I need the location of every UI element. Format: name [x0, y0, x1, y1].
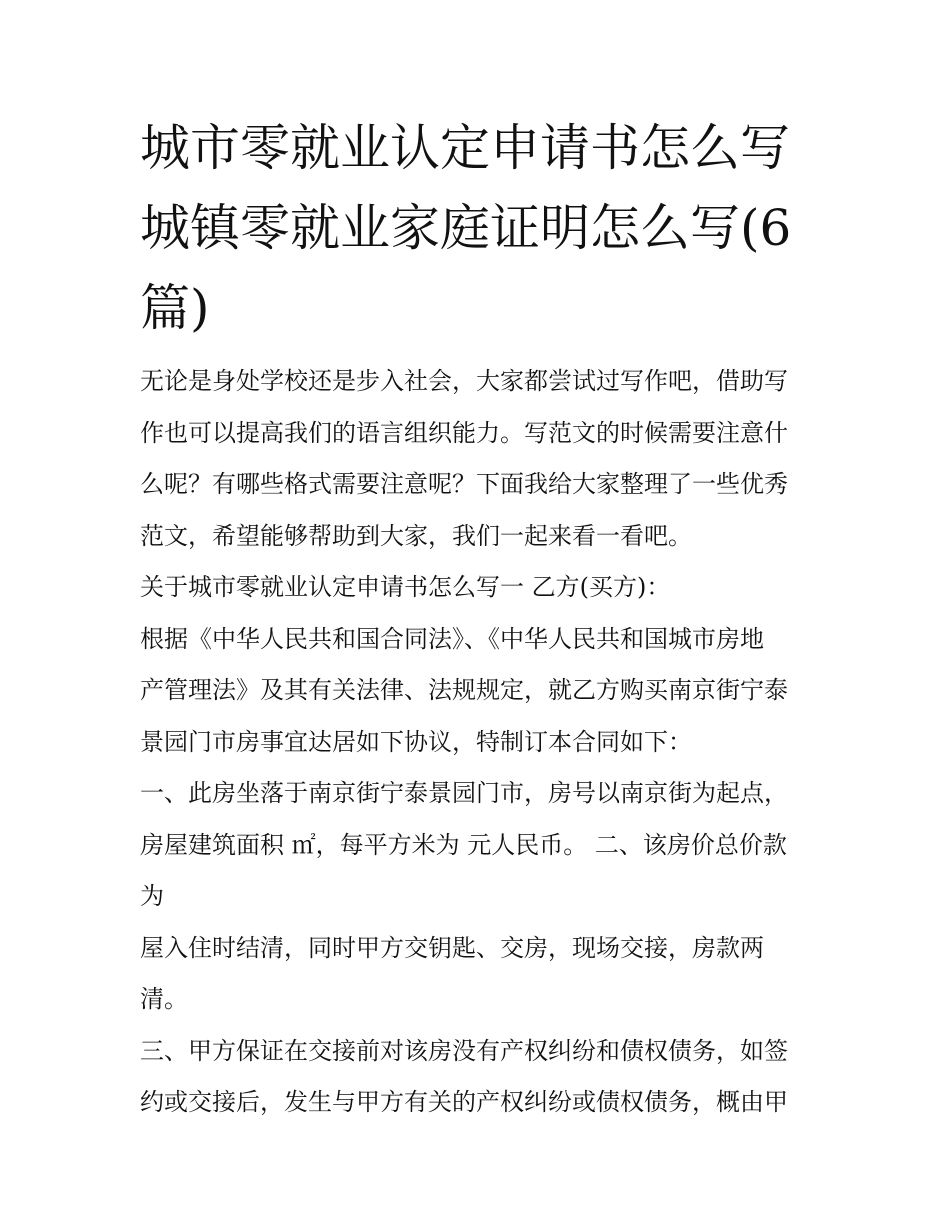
- body-line-3: 么呢？有哪些格式需要注意呢？下面我给大家整理了一些优秀: [140, 470, 788, 498]
- title-line-1: 城市零就业认定申请书怎么写: [140, 119, 790, 177]
- body-line-15: 约或交接后，发生与甲方有关的产权纠纷或债权债务，概由甲: [140, 1088, 788, 1116]
- body-line-2: 作也可以提高我们的语言组织能力。写范文的时候需要注意什: [140, 418, 788, 447]
- body-line-7: 产管理法》及其有关法律、法规规定，就乙方购买南京街宁泰: [140, 676, 788, 704]
- body-line-13: 清。: [140, 985, 188, 1013]
- body-line-4: 范文，希望能够帮助到大家，我们一起来看一看吧。: [140, 521, 692, 550]
- body-line-14: 三、甲方保证在交接前对该房没有产权纠纷和债权债务，如签: [140, 1036, 788, 1065]
- body-line-12: 屋入住时结清，同时甲方交钥匙、交房，现场交接，房款两: [140, 933, 764, 962]
- body-line-6: 根据《中华人民共和国合同法》、《中华人民共和国城市房地: [140, 624, 764, 653]
- document-title: [140, 108, 820, 348]
- title-line-2: 城镇零就业家庭证明怎么写(6: [140, 199, 792, 257]
- body-line-9: 一、此房坐落于南京街宁泰景园门市，房号以南京街为起点，: [140, 779, 788, 807]
- body-line-5: 关于城市零就业认定申请书怎么写一 乙方(买方)：: [140, 573, 671, 601]
- title-line-3: 篇): [140, 279, 210, 337]
- document-body: [140, 356, 820, 1129]
- body-line-1: 无论是身处学校还是步入社会，大家都尝试过写作吧，借助写: [140, 367, 788, 395]
- body-line-8: 景园门市房事宜达居如下协议，特制订本合同如下：: [140, 727, 692, 756]
- body-line-10: 房屋建筑面积 ㎡，每平方米为 元人民币。 二、该房价总价款: [140, 830, 787, 859]
- body-line-11: 为: [140, 882, 164, 910]
